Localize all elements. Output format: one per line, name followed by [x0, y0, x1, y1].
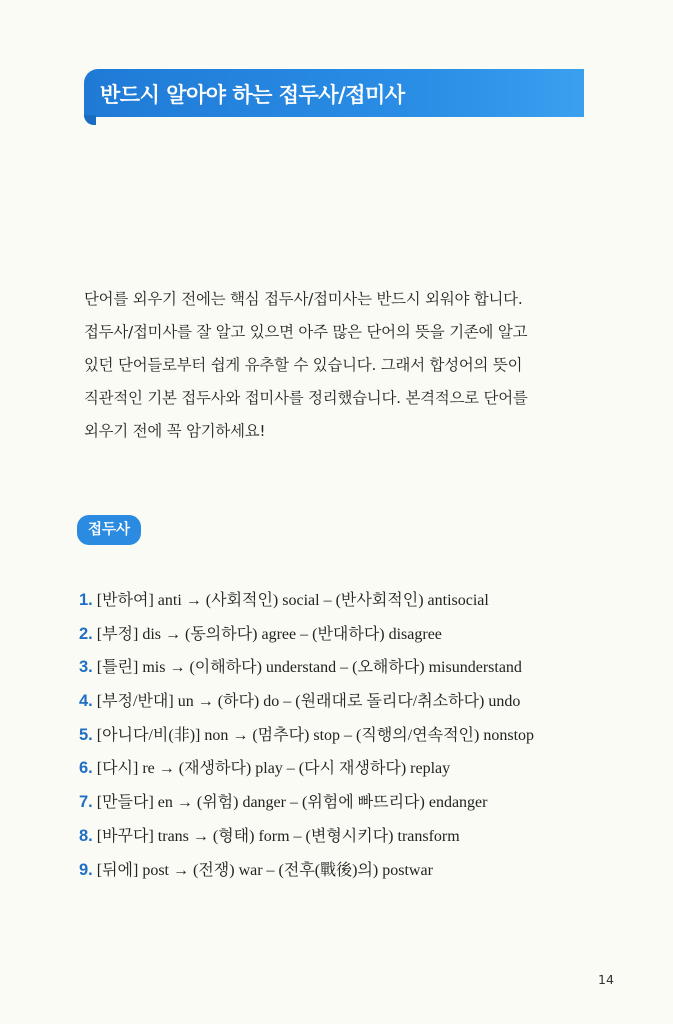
item-number: 4.	[79, 692, 93, 711]
intro-line: 단어를 외우기 전에는 핵심 접두사/접미사는 반드시 외워야 합니다.	[84, 290, 523, 308]
item-number: 1.	[79, 591, 93, 609]
item-text: [뒤에] post → (전쟁) war – (전후(戰後)의) postwar	[96, 861, 433, 879]
item-number: 8.	[79, 826, 93, 845]
item-number: 5.	[79, 725, 93, 744]
list-item	[79, 622, 639, 656]
item-text: [다시] re → (재생하다) play – (다시 재생하다) replay	[96, 760, 451, 778]
intro-line: 있던 단어들로부터 쉽게 유추할 수 있습니다. 그래서 합성어의 뜻이	[84, 356, 523, 374]
item-number: 2.	[79, 624, 93, 643]
list-item	[79, 655, 639, 689]
list-item	[79, 824, 639, 858]
list-item	[79, 756, 639, 790]
page-number: 14	[598, 972, 614, 987]
item-number: 9.	[79, 860, 93, 879]
list-item	[79, 588, 639, 622]
item-text: [만들다] en → (위험) danger – (위험에 빠뜨리다) endanger	[96, 794, 488, 812]
item-text: [부정] dis → (동의하다) agree – (반대하다) disagree	[96, 625, 442, 643]
item-text: [바꾸다] trans → (형태) form – (변형시키다) transform	[96, 827, 460, 845]
prefix-list	[79, 588, 639, 891]
list-item	[79, 723, 639, 757]
item-text: [반하여] anti → (사회적인) social – (반사회적인) antisocial	[96, 592, 489, 609]
intro-line: 외우기 전에 꼭 암기하세요!	[84, 422, 266, 440]
item-text: [아니다/비(非)] non → (멈추다) stop – (직행의/연속적인) nonstop	[96, 726, 535, 744]
list-item	[79, 790, 639, 824]
section-badge-prefix: 접두사	[77, 515, 141, 545]
item-number: 6.	[79, 759, 93, 778]
item-number: 3.	[79, 658, 93, 677]
title-banner	[84, 69, 584, 117]
list-item	[79, 689, 639, 723]
page-title: 반드시 알아야 하는 접두사/접미사	[100, 83, 405, 107]
list-item	[79, 858, 639, 892]
item-text: [부정/반대] un → (하다) do – (원래대로 돌리다/취소하다) undo	[96, 693, 521, 711]
banner-tail	[84, 115, 96, 125]
item-number: 7.	[79, 793, 93, 812]
intro-line: 직관적인 기본 접두사와 접미사를 정리했습니다. 본격적으로 단어를	[84, 389, 528, 407]
intro-line: 접두사/접미사를 잘 알고 있으면 아주 많은 단어의 뜻을 기존에 알고	[84, 323, 528, 341]
intro-paragraph	[84, 283, 589, 448]
item-text: [틀린] mis → (이해하다) understand – (오해하다) misunderstand	[96, 659, 522, 677]
